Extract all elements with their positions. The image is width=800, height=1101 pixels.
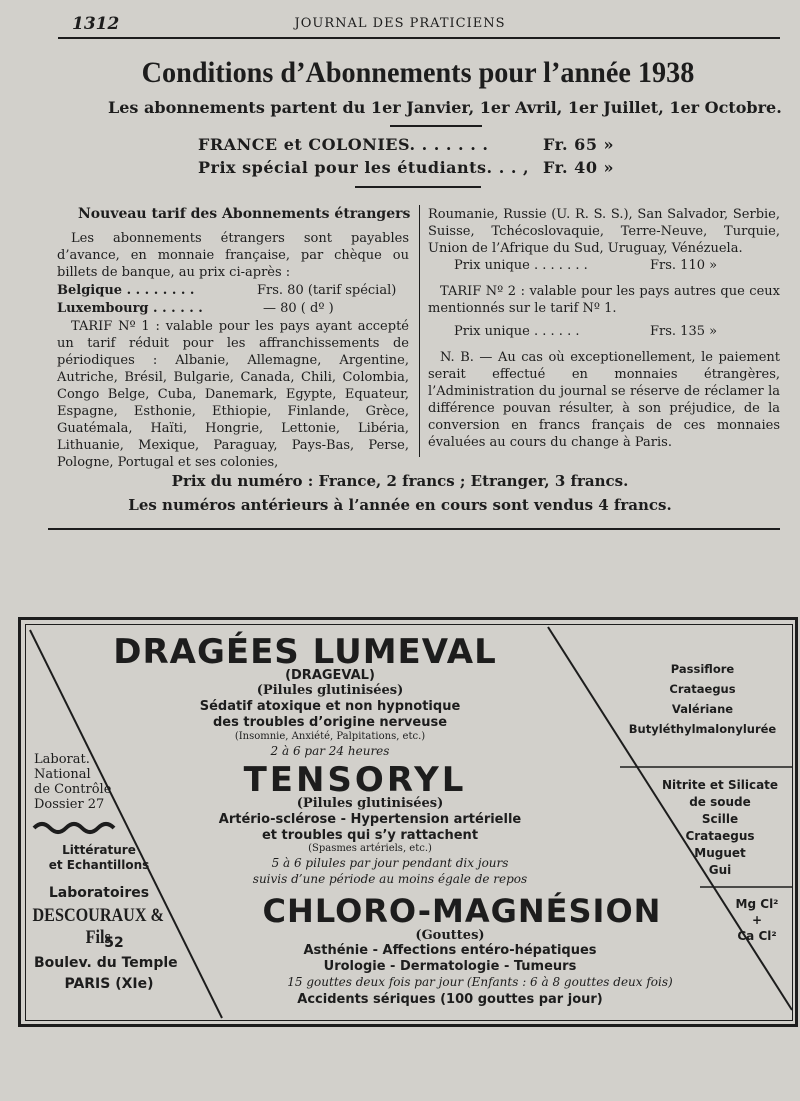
subscription-start-dates: Les abonnements partent du 1er Janvier, 1er Avril, 1er Juillet, 1er Octobre. — [108, 98, 782, 117]
ingredient: de soude — [689, 795, 751, 809]
brand-chloro-desc3: Accidents sériques (100 gouttes par jour) — [297, 992, 603, 1007]
brand-tensoryl-desc2: et troubles qui s’y rattachent — [261, 828, 479, 843]
students-price: Fr. 40 » — [543, 158, 615, 177]
ingredient: Gui — [708, 863, 732, 877]
brand-lumeval-desc2: des troubles d’origine nerveuse — [212, 715, 448, 730]
brand-chloro-desc2: Urologie - Dermatologie - Tumeurs — [323, 959, 577, 974]
brand-lumeval-form: (Pilules glutinisées) — [256, 683, 404, 698]
journal-title: JOURNAL DES PRATICIENS — [294, 16, 506, 31]
prix-unique-2-price: Frs. 135 » — [650, 324, 718, 339]
tarif-1: TARIF Nº 1 : valable pour les pays ayant accepté un tarif réduit pour les affranchissements de périodiques : Albanie, Allemagne, Argentine, Autriche, Brésil, Bulgarie, Canada, Chili, Colombia, Congo Belge, Cuba, Danemark, Egypte, Equateur, Espagne, Esthonie, Ethiopie, Finlande, Grèce, Guatémala, Haïti, Hongrie, Lettonie, Libéria, Lithuanie, Mexique, Paraguay, Pays-Bas, Perse, Pologne, Portugal et ses colonies, — [57, 319, 409, 470]
brand-chloro-magnesion: CHLORO-MAGNÉSION — [262, 892, 662, 930]
chloro-ingredients — [722, 896, 792, 944]
lumeval-ingredients — [615, 659, 790, 739]
page-number: 1312 — [72, 14, 120, 34]
students-label: Prix spécial pour les étudiants. . . , — [198, 158, 530, 177]
lab-control-block — [34, 752, 111, 812]
france-price: Fr. 65 » — [543, 135, 615, 154]
address-city: PARIS (XIe) — [64, 976, 154, 992]
ingredient: Crataegus — [685, 829, 755, 843]
tarif-1-continued: Roumanie, Russie (U. R. S. S.), San Salvador, Serbie, Suisse, Tchécoslovaquie, Terre-Neuve, Turquie, Union de l’Afrique du Sud, Uruguay, Vénézuela. — [428, 207, 780, 256]
ingredient: Butyléthylmalonylurée — [628, 722, 777, 736]
foreign-intro: Les abonnements étrangers sont payables d’avance, en monnaie française, par chèque ou billets de banque, au prix ci-après : — [57, 231, 409, 280]
brand-tensoryl: TENSORYL — [243, 760, 467, 800]
brand-tensoryl-dose2: suivis d’une période au moins égale de repos — [252, 872, 528, 886]
luxembourg-label: Luxembourg . . . . . . — [57, 301, 203, 316]
literature-line1: Littérature — [62, 843, 136, 857]
belgique-label: Belgique . . . . . . . . — [57, 283, 195, 298]
address-number: 52 — [104, 935, 124, 951]
prix-unique-2-label: Prix unique . . . . . . — [454, 324, 580, 339]
literature-line2: et Echantillons — [48, 858, 150, 872]
literature-block — [34, 843, 164, 873]
brand-lumeval-desc1: Sédatif atoxique et non hypnotique — [199, 699, 461, 714]
brand-chloro-desc1: Asthénie - Affections entéro-hépatiques — [303, 943, 597, 958]
address-street: Boulev. du Temple — [34, 955, 178, 971]
lab-control-line3: de Contrôle — [34, 782, 112, 797]
nota-bene: N. B. — Au cas où exceptionellement, le paiement serait effectué en monnaies étrangères, l’Administration du journal se réserve de réclamer la différence pouvan résulter, à son préjudice, de la conversion en francs français de ces monnaies évaluées au cours du change à Paris. — [428, 350, 780, 450]
company-name: DESCOURAUX & Fils — [32, 905, 164, 948]
lab-control-line1: Laborat. — [34, 752, 90, 767]
ingredient: Muguet — [694, 846, 746, 860]
brand-chloro-form: (Gouttes) — [415, 928, 485, 943]
luxembourg-price: — 80 ( dº ) — [263, 301, 334, 316]
foreign-rates-heading: Nouveau tarif des Abonnements étrangers — [78, 206, 411, 222]
brand-tensoryl-desc3: (Spasmes artériels, etc.) — [308, 843, 432, 854]
ingredient: Nitrite et Silicate — [661, 778, 779, 792]
back-issues-price: Les numéros antérieurs à l’année en cours sont vendus 4 francs. — [128, 496, 672, 514]
laboratoires-label: Laboratoires — [48, 885, 150, 901]
brand-lumeval-dose: 2 à 6 par 24 heures — [270, 744, 390, 758]
belgique-price: Frs. 80 (tarif spécial) — [257, 283, 397, 298]
brand-tensoryl-desc1: Artério-sclérose - Hypertension artérielle — [218, 812, 522, 827]
wavy-divider — [34, 824, 114, 832]
ingredient: Scille — [701, 812, 739, 826]
ingredient: + — [751, 913, 763, 927]
ingredient: Passiflore — [670, 662, 735, 676]
brand-lumeval-sub: (DRAGEVAL) — [285, 668, 375, 683]
brand-lumeval-desc3: (Insomnie, Anxiété, Palpitations, etc.) — [234, 731, 426, 742]
issue-price: Prix du numéro : France, 2 francs ; Etranger, 3 francs. — [171, 472, 629, 490]
lab-control-line2: National — [34, 767, 91, 782]
brand-lumeval: DRAGÉES LUMEVAL — [113, 632, 497, 672]
ingredient: Valériane — [671, 702, 734, 716]
ingredient: Ca Cl² — [737, 929, 777, 943]
brand-tensoryl-dose1: 5 à 6 pilules par jour pendant dix jours — [271, 856, 509, 870]
tensoryl-ingredients — [650, 777, 790, 879]
brand-chloro-dose: 15 gouttes deux fois par jour (Enfants : 6 à 8 gouttes deux fois) — [287, 975, 673, 989]
ingredient: Mg Cl² — [735, 897, 779, 911]
brand-tensoryl-form: (Pilules glutinisées) — [296, 796, 444, 811]
page-title: Conditions d’Abonnements pour l’année 1938 — [141, 56, 695, 89]
prix-unique-1-label: Prix unique . . . . . . . — [454, 258, 588, 273]
ingredient: Crataegus — [669, 682, 736, 696]
prix-unique-1-price: Frs. 110 » — [650, 258, 718, 273]
lab-control-line4: Dossier 27 — [34, 797, 105, 812]
tarif-2: TARIF Nº 2 : valable pour les pays autres que ceux mentionnés sur le tarif Nº 1. — [428, 284, 780, 316]
france-label: FRANCE et COLONIES. . . . . . . — [198, 135, 489, 154]
